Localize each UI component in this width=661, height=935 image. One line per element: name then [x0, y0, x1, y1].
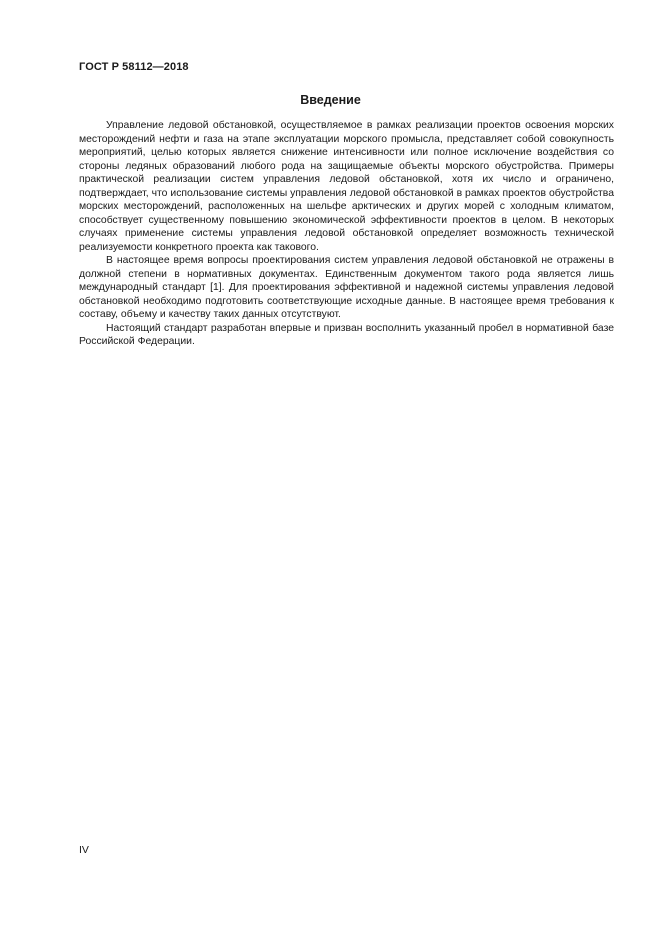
section-title: Введение — [300, 93, 361, 107]
page-number: IV — [79, 844, 89, 856]
paragraph-2: В настоящее время вопросы проектирования систем управления ледовой обстановкой не отражены в должной степени в нормативных документах. Единственным документом такого рода является лишь международный стандарт [1]. Для проектирования эффективной и надежной системы управления ледовой обстановкой необходимо подготовить соответствующие исходные данные. В настоящее время требования к составу, объему и качеству таких данных отсутствуют. — [79, 255, 614, 320]
paragraph-3: Настоящий стандарт разработан впервые и призван восполнить указанный пробел в нормативной базе Российской Федерации. — [79, 322, 614, 347]
document-code: ГОСТ Р 58112—2018 — [79, 61, 189, 73]
paragraph-1: Управление ледовой обстановкой, осуществляемое в рамках реализации проектов освоения морских месторождений нефти и газа на этапе эксплуатации морского промысла, представляет собой совокупность мероприятий, целью которых является снижение интенсивности или полное исключение воздействия со стороны ледяных образований любого рода на защищаемые объекты морского обустройства. Примеры практической реализации систем управления ледовой обстановкой, хотя их число и ограничено, подтверждает, что использование системы управления ледовой обстановкой в рамках проектов обустройства морских месторождений, расположенных на шельфе арктических и других морей с холодным климатом, способствует существенному повышению экономической эффективности проектов в целом. В некоторых случаях применение системы управления ледовой обстановкой определяет возможность технической реализуемости конкретного проекта как такового. — [79, 120, 614, 253]
body-text — [79, 119, 614, 349]
